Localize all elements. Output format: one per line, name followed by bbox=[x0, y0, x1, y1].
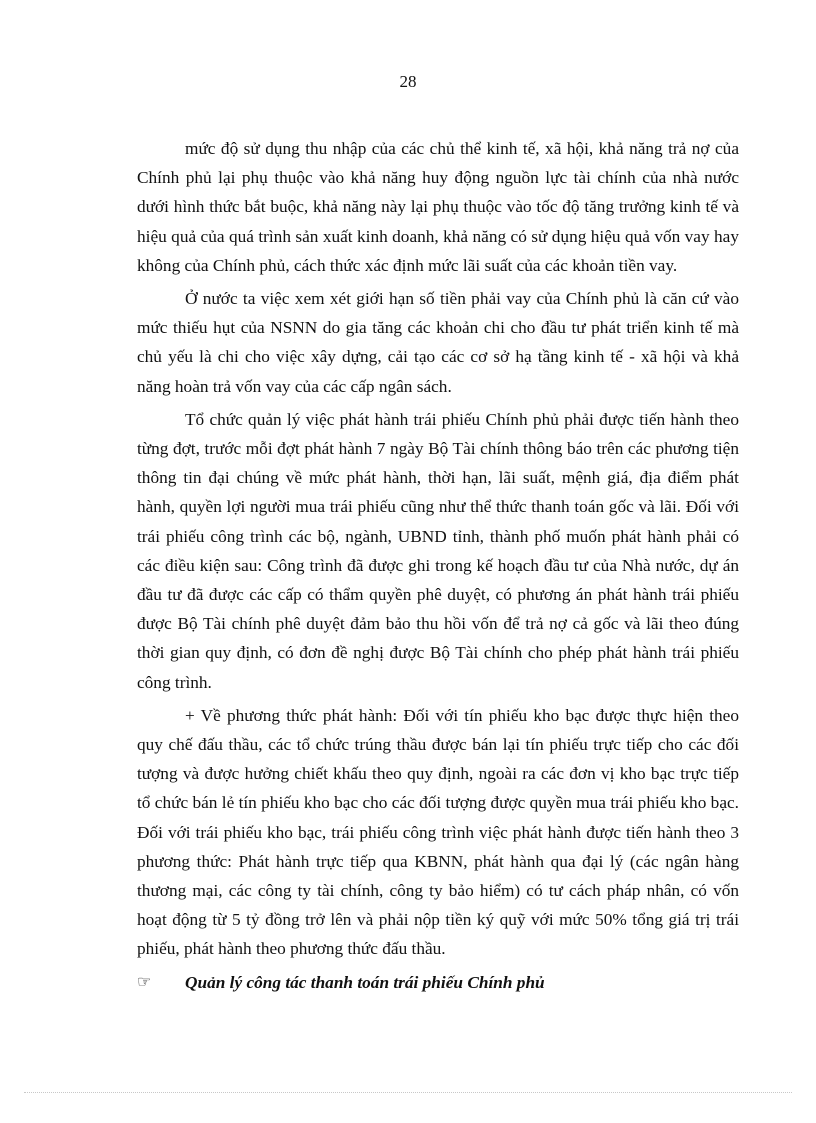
pointing-hand-icon: ☞ bbox=[137, 973, 152, 991]
section-heading bbox=[137, 968, 739, 997]
page-body bbox=[137, 134, 739, 997]
paragraph-2: Ở nước ta việc xem xét giới hạn số tiền phải vay của Chính phủ là căn cứ vào mức thiếu hụt của NSNN do gia tăng các khoản chi cho đầu tư phát triển kinh tế mà chủ yếu là chi cho việc xây dựng, cải tạo các cơ sở hạ tầng kinh tế - xã hội và khả năng hoàn trả vốn vay của các cấp ngân sách. bbox=[137, 289, 739, 396]
page-bottom-divider bbox=[24, 1092, 792, 1093]
paragraph-1: mức độ sử dụng thu nhập của các chủ thể kinh tế, xã hội, khả năng trả nợ của Chính phủ lại phụ thuộc vào khả năng huy động nguồn lực tài chính của nhà nước dưới hình thức bắt buộc, khả năng này lại phụ thuộc vào tốc độ tăng trưởng kinh tế và hiệu quả của quá trình sản xuất kinh doanh, khả năng có sử dụng hiệu quả vốn vay hay không của Chính phủ, cách thức xác định mức lãi suất của các khoản tiền vay. bbox=[137, 139, 739, 275]
paragraph-4: + Về phương thức phát hành: Đối với tín phiếu kho bạc được thực hiện theo quy chế đấu thầu, các tổ chức trúng thầu được bán lại tín phiếu trực tiếp cho các đối tượng và được hưởng chiết khấu theo quy định, ngoài ra các đơn vị kho bạc trực tiếp tổ chức bán lẻ tín phiếu kho bạc cho các đối tượng được quyền mua trái phiếu kho bạc. Đối với trái phiếu kho bạc, trái phiếu công trình việc phát hành được tiến hành theo 3 phương thức: Phát hành trực tiếp qua KBNN, phát hành qua đại lý (các ngân hàng thương mại, các công ty tài chính, công ty bảo hiểm) có tư cách pháp nhân, có vốn hoạt động từ 5 tỷ đồng trở lên và phải nộp tiền ký quỹ với mức 50% tổng giá trị trái phiếu, phát hành theo phương thức đấu thầu. bbox=[137, 705, 739, 959]
section-heading-text: Quản lý công tác thanh toán trái phiếu Chính phủ bbox=[185, 972, 545, 992]
paragraph-3: Tổ chức quản lý việc phát hành trái phiếu Chính phủ phải được tiến hành theo từng đợt, trước mỗi đợt phát hành 7 ngày Bộ Tài chính thông báo trên các phương tiện thông tin đại chúng về mức phát hành, thời hạn, lãi suất, mệnh giá, địa điểm phát hành, quyền lợi người mua trái phiếu cũng như thể thức thanh toán gốc và lãi. Đối với trái phiếu công trình các bộ, ngành, UBND tỉnh, thành phố muốn phát hành phải có các điều kiện sau: Công trình đã được ghi trong kế hoạch đầu tư của Nhà nước, dự án đầu tư đã được các cấp có thẩm quyền phê duyệt, có phương án phát hành trái phiếu được Bộ Tài chính phê duyệt đảm bảo thu hồi vốn để trả nợ cả gốc và lãi theo đúng thời gian quy định, có đơn đề nghị được Bộ Tài chính cho phép phát hành trái phiếu công trình. bbox=[137, 409, 739, 692]
page-number: 28 bbox=[399, 72, 417, 91]
